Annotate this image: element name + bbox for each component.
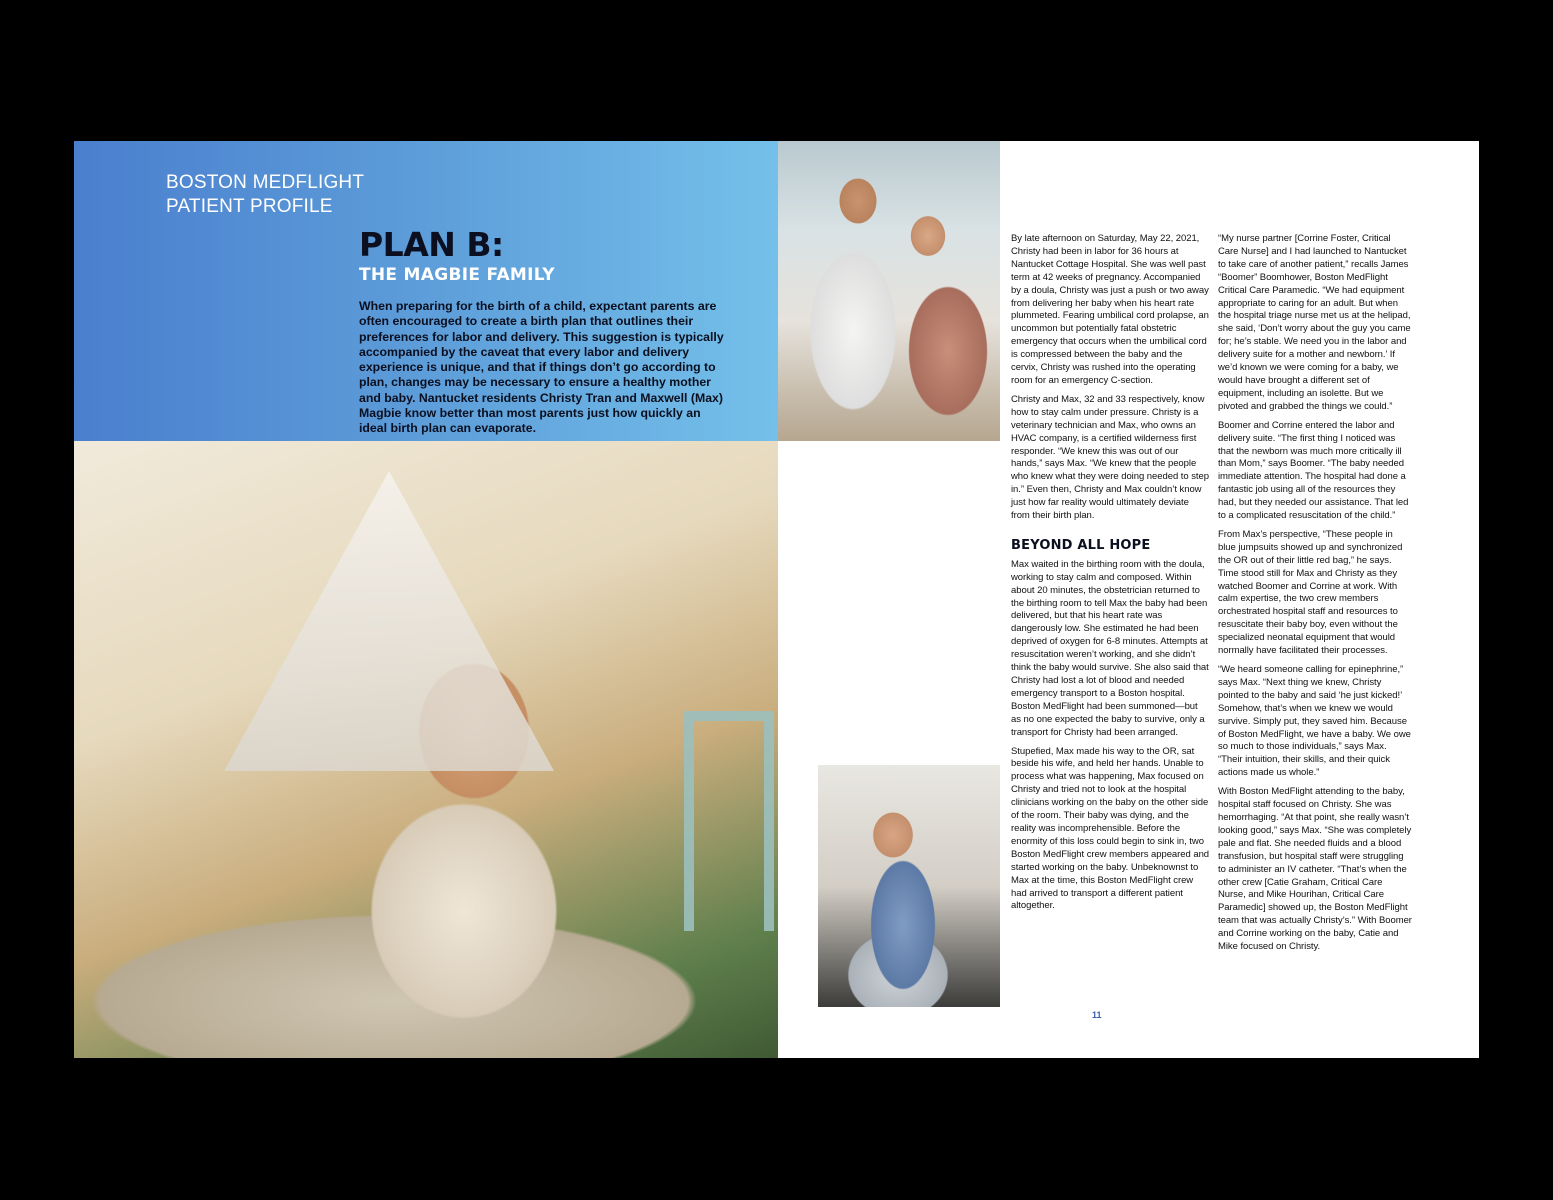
paragraph: Stupefied, Max made his way to the OR, sat beside his wife, and held her hands. Unable to process what was happening, Max focused on Christy and tried not to look at the hospital clinicians working on the baby on the other side of the room. Their baby was dying, and the reality was incomprehensible. Before the enormity of this loss could begin to sink in, two Boston MedFlight crew members appeared and started working on the baby. Unbeknownst to Max at the time, this Boston MedFlight crew had arrived to transport a different patient altogether. xyxy=(1011,745,1210,912)
kicker-line-1: BOSTON MEDFLIGHT xyxy=(166,172,365,193)
section-heading: BEYOND ALL HOPE xyxy=(1011,537,1151,553)
kicker-line-2: PATIENT PROFILE xyxy=(166,196,333,217)
magazine-spread xyxy=(74,141,1479,1058)
intro-paragraph: When preparing for the birth of a child, expectant parents are often encouraged to create a birth plan that outlines their preferences for labor and delivery. This suggestion is typically accompanied by the caveat that every labor and delivery experience is unique, and that if things don’t go according to plan, changes may be necessary to ensure a healthy mother and baby. Nantucket residents Christy Tran and Maxwell (Max) Magbie know better than most parents just how quickly an ideal birth plan can evaporate. xyxy=(359,299,724,436)
article-column-1 xyxy=(1011,233,1210,919)
article-title: PLAN B: xyxy=(359,225,504,264)
paragraph: By late afternoon on Saturday, May 22, 2021, Christy had been in labor for 36 hours at Nantucket Cottage Hospital. She was well past term at 42 weeks of pregnancy. Accompanied by a doula, Christy was just a push or two away from delivering her baby when his heart rate plummeted. Fearing umbilical cord prolapse, an uncommon but potentially fatal obstetric emergency that occurs when the umbilical cord is compressed between the baby and the cervix, Christy was rushed into the operating room for an emergency C-section. xyxy=(1011,233,1209,386)
stool-prop xyxy=(684,711,774,931)
paragraph: “My nurse partner [Corrine Foster, Critical Care Nurse] and I had launched to Nantucket to take care of another patient,” recalls James “Boomer” Boomhower, Boston MedFlight Critical Care Paramedic. “We had equipment appropriate to caring for an adult. But when the hospital triage nurse met us at the helipad, she said, ‘Don’t worry about the guy you came for; he’s stable. We need you in the labor and delivery suite for a mother and newborn.’ If we’d known we were coming for a baby, we would have brought a different set of equipment, including an isolette. But we pivoted and grabbed the things we could.” xyxy=(1218,233,1411,412)
paragraph: Boomer and Corrine entered the labor and delivery suite. “The first thing I noticed was that the newborn was much more critically ill than Mom,” says Boomer. “The baby needed immediate attention. The hospital had done a fantastic job using all of the resources they had, but they needed our assistance. That led to a complicated resuscitation of the child.” xyxy=(1218,419,1409,522)
tent-backdrop xyxy=(224,471,554,771)
page-number: 11 xyxy=(1092,1010,1102,1020)
family-photo xyxy=(778,141,1000,441)
article-subtitle: THE MAGBIE FAMILY xyxy=(359,265,555,285)
article-column-2 xyxy=(1218,233,1412,960)
paragraph: From Max’s perspective, “These people in blue jumpsuits showed up and synchronized the OR out of their little red bag,” he says. Time stood still for Max and Christy as they watched Boomer and Corrine at work. With calm expertise, the two crew members orchestrated hospital staff and resources to resuscitate their baby boy, even without the specialized neonatal equipment that would normally have facilitated their processes. xyxy=(1218,528,1403,657)
header-banner xyxy=(74,141,778,441)
paragraph: Max waited in the birthing room with the doula, working to stay calm and composed. Within about 20 minutes, the obstetrician returned to the birthing room to tell Max the baby had been delivered, but that his heart rate was dangerously low. She estimated he had been deprived of oxygen for 6-8 minutes. Attempts at resuscitation weren’t working, and she didn’t think the baby would survive. She also said that Christy had lost a lot of blood and needed emergency transport to a Boston hospital. Boston MedFlight had been summoned—but as no one expected the baby to survive, only a transport for Christy had been arranged. xyxy=(1011,558,1209,738)
paragraph: Christy and Max, 32 and 33 respectively, know how to stay calm under pressure. Christy is a veterinary technician and Max, who owns an HVAC company, is a certified wilderness first responder. “We knew this was out of our hands,” says Max. “We knew that the people who knew what they were doing needed to step in.” Even then, Christy and Max couldn’t know just how far reality would ultimately deviate from their birth plan. xyxy=(1011,393,1209,522)
section-kicker xyxy=(166,171,364,219)
newborn-photo xyxy=(818,765,1000,1007)
paragraph: With Boston MedFlight attending to the baby, hospital staff focused on Christy. She was hemorrhaging. “At that point, she really wasn’t looking good,” says Max. “She was completely pale and flat. She needed fluids and a blood transfusion, but hospital staff were struggling to administer an IV catheter. “That’s when the other crew [Catie Graham, Critical Care Nurse, and Mike Hourihan, Critical Care Paramedic] showed up, the Boston MedFlight team that was actually Christy’s.” With Boomer and Corrine working on the baby, Catie and Mike focused on Christy. xyxy=(1218,786,1412,953)
paragraph: “We heard someone calling for epinephrine,” says Max. “Next thing we knew, Christy pointed to the baby and said ‘he just kicked!’ Somehow, that’s when we knew we would survive. Simply put, they saved him. Because of Boston MedFlight, we have a baby. We owe so much to those individuals,” says Max. “Their intuition, their skills, and their quick actions made us whole.” xyxy=(1218,664,1411,779)
baby-laughing-photo xyxy=(74,441,778,1058)
